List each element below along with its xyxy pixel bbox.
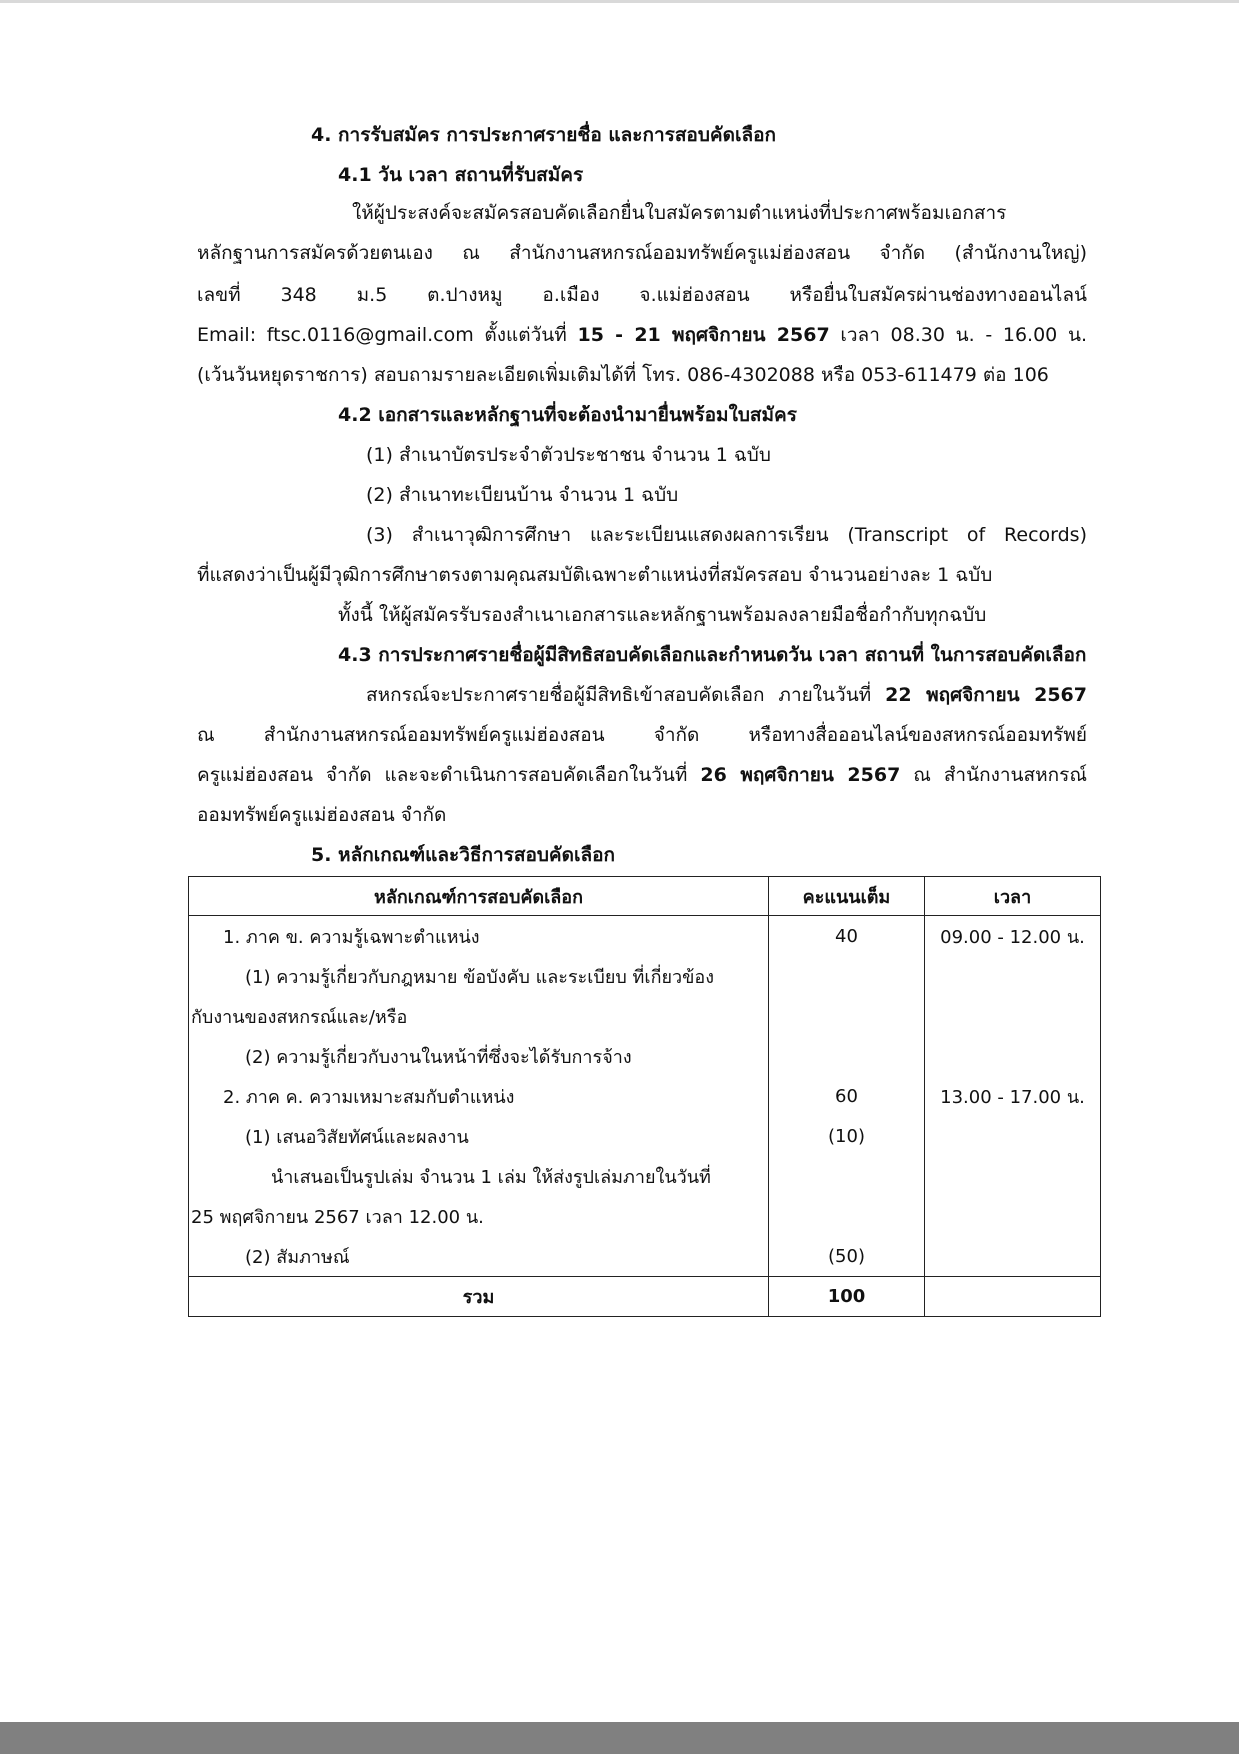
announcement-date: 22 พฤศจิกายน 2567: [885, 684, 1087, 706]
score-cell: [769, 1196, 925, 1236]
time-cell: [925, 1196, 1101, 1236]
section-4-3-line-3: [197, 762, 1087, 788]
score-cell: [769, 996, 925, 1036]
criteria-cell: นำเสนอเป็นรูปเล่ม จำนวน 1 เล่ม ให้ส่งรูปเล่มภายในวันที่: [189, 1156, 769, 1196]
section-5-heading: 5. หลักเกณฑ์และวิธีการสอบคัดเลือก: [311, 844, 616, 866]
table-row: [189, 1156, 1101, 1196]
criteria-cell: กับงานของสหกรณ์และ/หรือ: [189, 996, 769, 1036]
document-item-2: (2) สำเนาทะเบียนบ้าน จำนวน 1 ฉบับ: [366, 484, 679, 506]
section-4-1-heading: 4.1 วัน เวลา สถานที่รับสมัคร: [338, 164, 584, 186]
table-row: [189, 956, 1101, 996]
score-cell: (10): [769, 1116, 925, 1156]
criteria-table: [188, 876, 1101, 1317]
document-item-3: (3) สำเนาวุฒิการศึกษา และระเบียนแสดงผลการเรียน (Transcript of Records): [366, 524, 1087, 546]
criteria-cell: (2) สัมภาษณ์: [189, 1236, 769, 1277]
time-cell: [925, 1236, 1101, 1277]
table-total-row: [189, 1277, 1101, 1317]
time-cell: [925, 1036, 1101, 1076]
section-4-3-line-1: [366, 682, 1087, 708]
certification-note: ทั้งนี้ ให้ผู้สมัครรับรองสำเนาเอกสารและหลักฐานพร้อมลงลายมือชื่อกำกับทุกฉบับ: [338, 604, 987, 626]
total-time-cell: [925, 1277, 1101, 1317]
table-header-row: [189, 877, 1101, 916]
criteria-column-header: หลักเกณฑ์การสอบคัดเลือก: [189, 877, 769, 916]
announcement-text: สหกรณ์จะประกาศรายชื่อผู้มีสิทธิเข้าสอบคัดเลือก ภายในวันที่: [366, 684, 886, 706]
criteria-cell: 1. ภาค ข. ความรู้เฉพาะตำแหน่ง: [189, 916, 769, 957]
criteria-cell: (1) เสนอวิสัยทัศน์และผลงาน: [189, 1116, 769, 1156]
time-cell: [925, 1156, 1101, 1196]
time-cell: [925, 996, 1101, 1036]
application-date-range: 15 - 21 พฤศจิกายน 2567: [577, 324, 830, 346]
document-item-3-continued: ที่แสดงว่าเป็นผู้มีวุฒิการศึกษาตรงตามคุณสมบัติเฉพาะตำแหน่งที่สมัครสอบ จำนวนอย่างละ 1 ฉบับ: [197, 564, 993, 586]
table-row: [189, 1236, 1101, 1277]
time-cell: 13.00 - 17.00 น.: [925, 1076, 1101, 1116]
score-cell: [769, 1036, 925, 1076]
section-4-3-line-2: ณ สำนักงานสหกรณ์ออมทรัพย์ครูแม่ฮ่องสอน จำกัด หรือทางสื่อออนไลน์ของสหกรณ์ออมทรัพย์: [197, 724, 1087, 746]
time-cell: [925, 1116, 1101, 1156]
section-4-1-line-5: (เว้นวันหยุดราชการ) สอบถามรายละเอียดเพิ่มเติมได้ที่ โทร. 086-4302088 หรือ 053-611479 ต่อ 106: [197, 364, 1049, 386]
table-row: [189, 1116, 1101, 1156]
time-cell: 09.00 - 12.00 น.: [925, 916, 1101, 957]
section-4-2-heading: 4.2 เอกสารและหลักฐานที่จะต้องนำมายื่นพร้อมใบสมัคร: [338, 404, 797, 426]
score-cell: [769, 956, 925, 996]
exam-text: ครูแม่ฮ่องสอน จำกัด และจะดำเนินการสอบคัดเลือกในวันที่: [197, 764, 701, 786]
score-cell: 40: [769, 916, 925, 957]
criteria-cell: (1) ความรู้เกี่ยวกับกฎหมาย ข้อบังคับ และระเบียบ ที่เกี่ยวข้อง: [189, 956, 769, 996]
score-cell: 60: [769, 1076, 925, 1116]
table-row: [189, 996, 1101, 1036]
time-cell: [925, 956, 1101, 996]
exam-location-text: ณ สำนักงานสหกรณ์: [900, 764, 1087, 786]
scan-bottom-edge: [0, 1722, 1239, 1754]
score-cell: [769, 1156, 925, 1196]
section-4-1-line-1: ให้ผู้ประสงค์จะสมัครสอบคัดเลือกยื่นใบสมัครตามตำแหน่งที่ประกาศพร้อมเอกสาร: [352, 202, 1007, 224]
total-score-cell: 100: [769, 1277, 925, 1317]
section-4-1-line-2: หลักฐานการสมัครด้วยตนเอง ณ สำนักงานสหกรณ์ออมทรัพย์ครูแม่ฮ่องสอน จำกัด (สำนักงานใหญ่): [197, 242, 1087, 264]
scan-top-edge: [0, 0, 1239, 3]
criteria-cell: 2. ภาค ค. ความเหมาะสมกับตำแหน่ง: [189, 1076, 769, 1116]
table-row: [189, 1196, 1101, 1236]
criteria-cell: (2) ความรู้เกี่ยวกับงานในหน้าที่ซึ่งจะได้รับการจ้าง: [189, 1036, 769, 1076]
criteria-cell: 25 พฤศจิกายน 2567 เวลา 12.00 น.: [189, 1196, 769, 1236]
application-email-text: Email: ftsc.0116@gmail.com ตั้งแต่วันที่: [197, 324, 578, 346]
document-item-1: (1) สำเนาบัตรประจำตัวประชาชน จำนวน 1 ฉบับ: [366, 444, 771, 466]
section-4-1-line-3: เลขที่ 348 ม.5 ต.ปางหมู อ.เมือง จ.แม่ฮ่องสอน หรือยื่นใบสมัครผ่านช่องทางออนไลน์: [197, 284, 1087, 306]
score-cell: (50): [769, 1236, 925, 1277]
exam-date: 26 พฤศจิกายน 2567: [700, 764, 901, 786]
table-row: [189, 1076, 1101, 1116]
table-row: [189, 1036, 1101, 1076]
score-column-header: คะแนนเต็ม: [769, 877, 925, 916]
section-4-3-heading: 4.3 การประกาศรายชื่อผู้มีสิทธิสอบคัดเลือกและกำหนดวัน เวลา สถานที่ ในการสอบคัดเลือก: [338, 644, 1087, 666]
section-4-3-line-4: ออมทรัพย์ครูแม่ฮ่องสอน จำกัด: [197, 804, 447, 826]
table-row: [189, 916, 1101, 957]
time-column-header: เวลา: [925, 877, 1101, 916]
application-hours: เวลา 08.30 น. - 16.00 น.: [829, 324, 1087, 346]
total-label-cell: รวม: [189, 1277, 769, 1317]
section-4-1-line-4: [197, 322, 1087, 348]
section-4-heading: 4. การรับสมัคร การประกาศรายชื่อ และการสอบคัดเลือก: [311, 124, 776, 146]
